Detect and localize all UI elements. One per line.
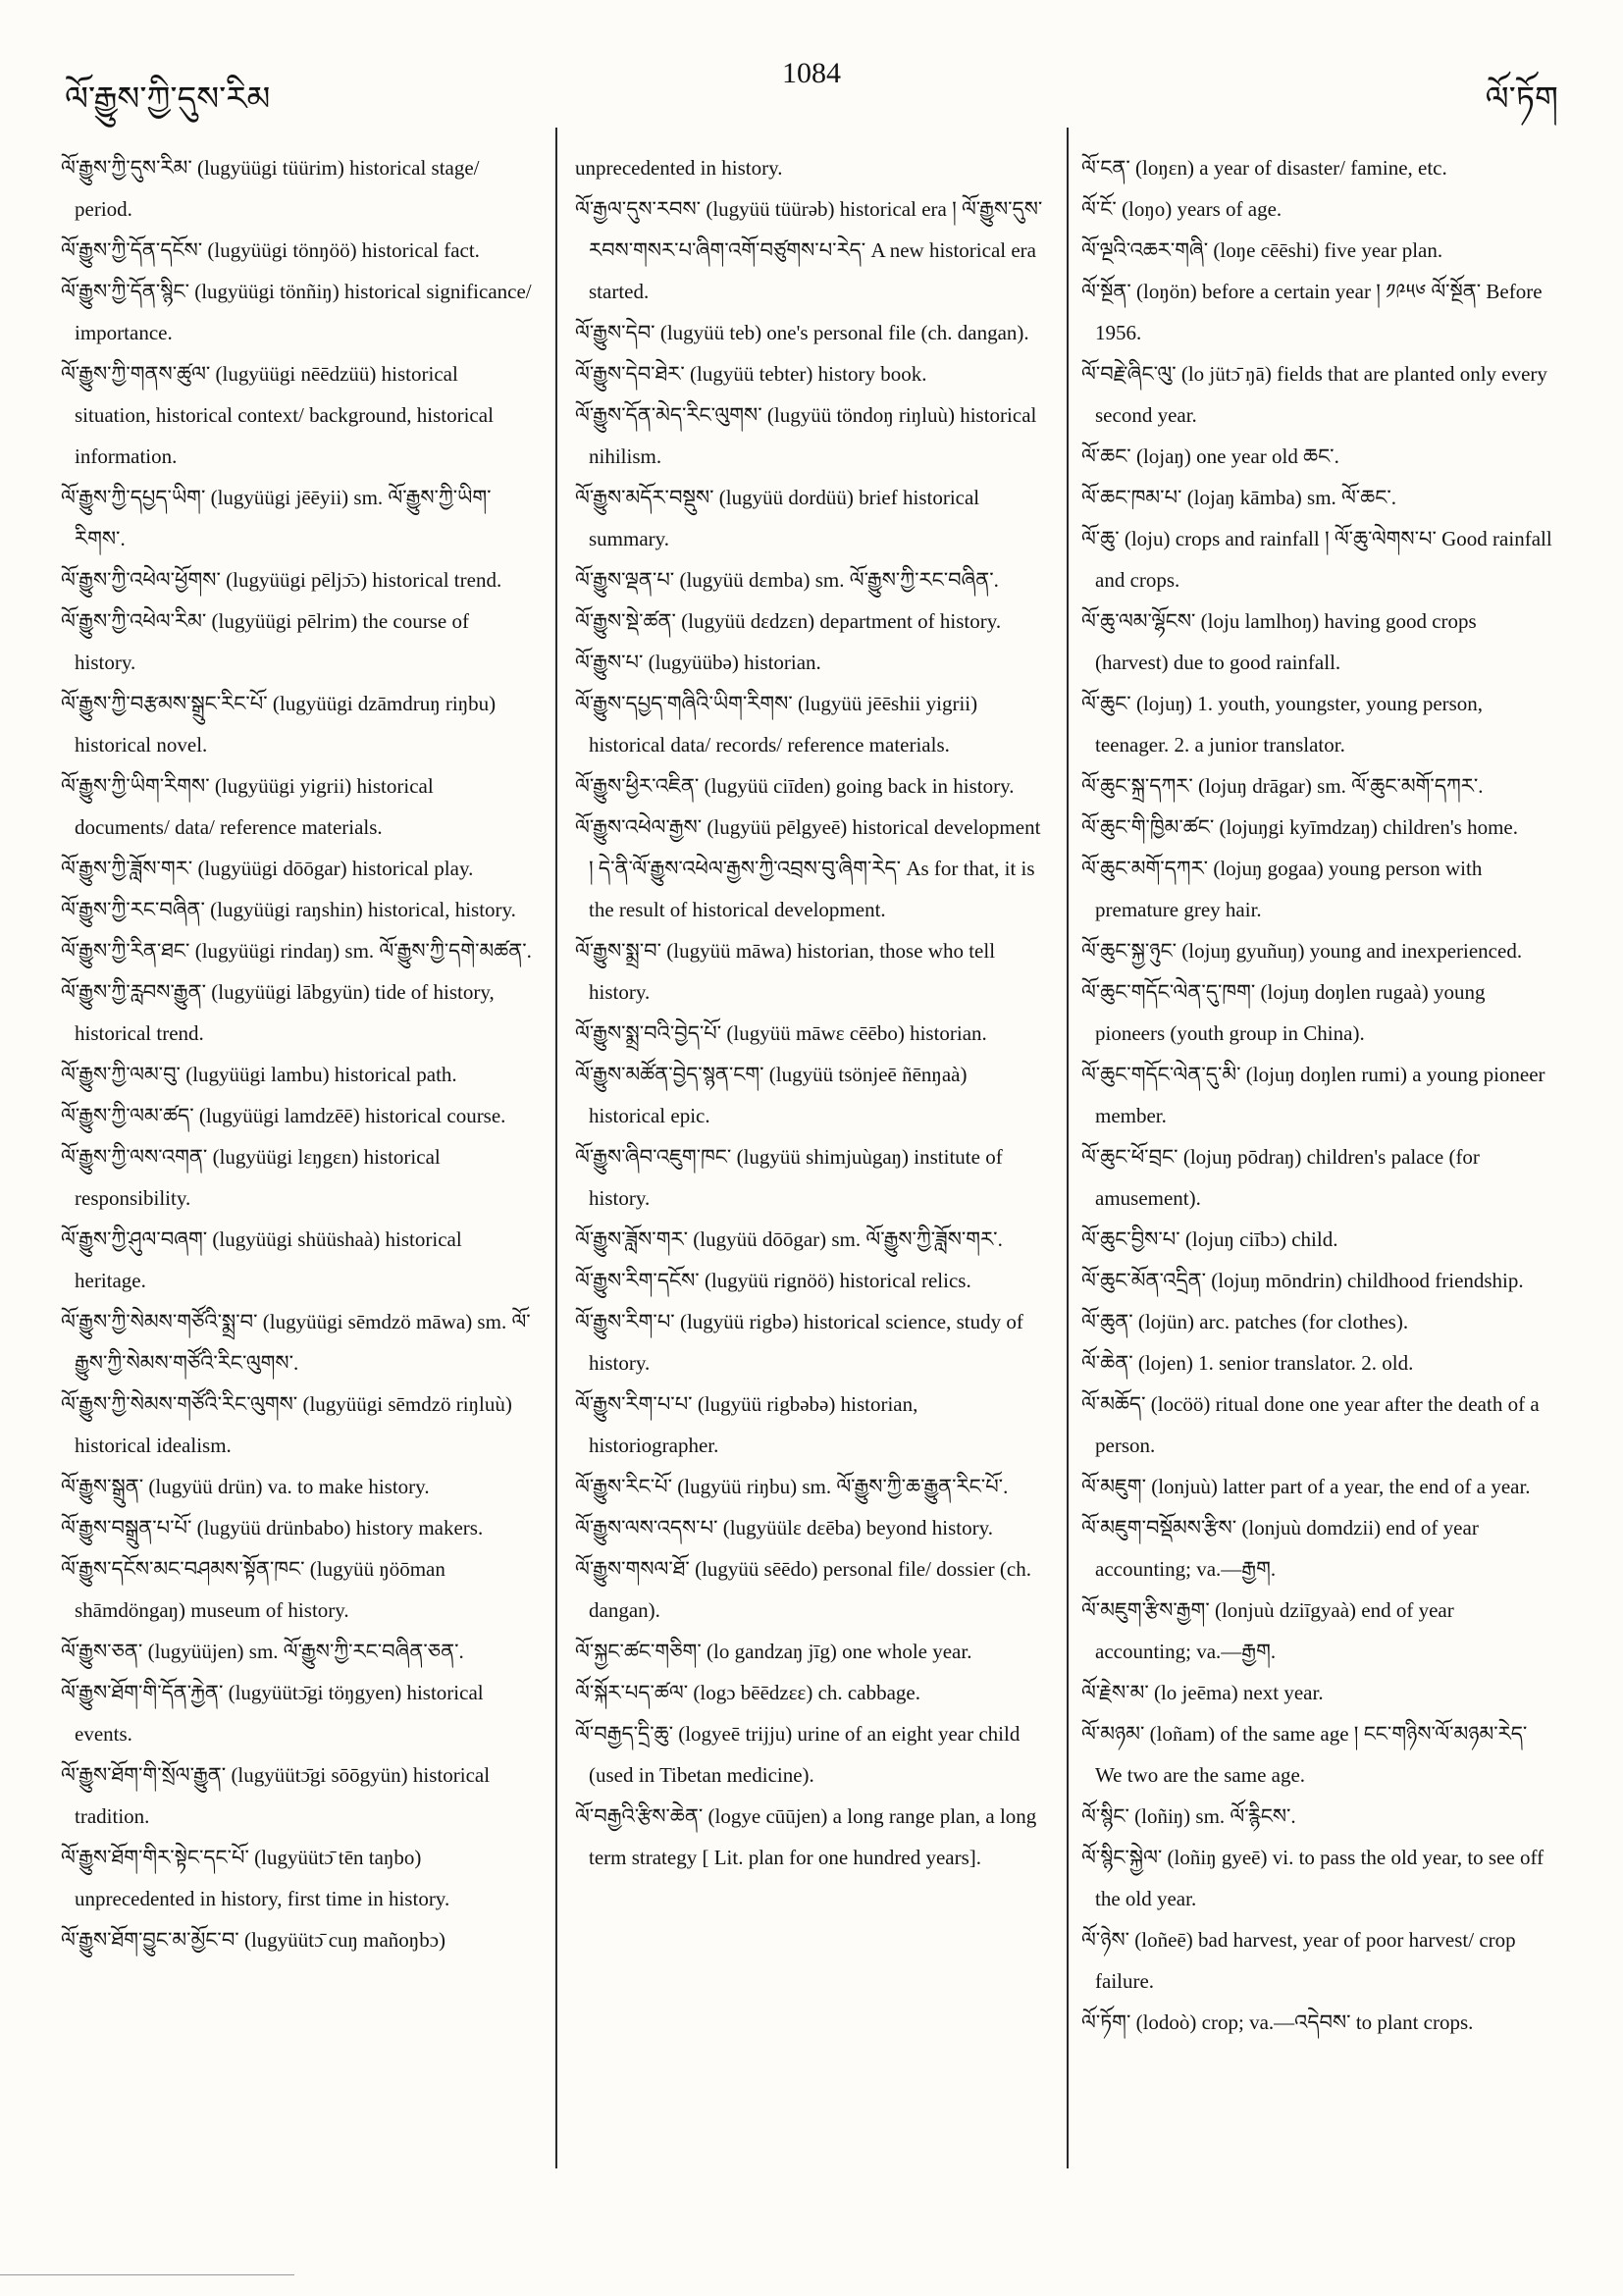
dictionary-entry: ལོ་རྒྱུས་རིག་པ་པ་ (lugyüü rigbəbə) historian, historiographer. [575,1392,918,1457]
running-head-left: ལོ་རྒྱུས་ཀྱི་དུས་རིམ [65,79,271,119]
dictionary-entry: ལོ་རྒྱུས་ལས་འདས་པ་ (lugyüülɛ dɛēba) beyond history. [575,1516,994,1539]
dictionary-entry: ལོ་ཆང་ (lojaŋ) one year old ཆང་. [1081,444,1339,468]
dictionary-entry: ལོ་རྒྱུས་ཀྱི་གནས་ཚུལ་ (lugyüügi nēēdzüü) historical situation, historical context/ background, historical information. [61,362,494,468]
dictionary-entry: ལོ་རྒྱུས་སྨྲ་བའི་བྱེད་པོ་ (lugyüü māwɛ cēēbo) historian. [575,1021,987,1045]
dictionary-entry: unprecedented in history. [575,156,783,180]
dictionary-entry: ལོ་རྒྱུས་དེབ་ (lugyüü teb) one's personal file (ch. dangan). [575,321,1029,344]
dictionary-entry: ལོ་རྒྱུས་ལྡན་པ་ (lugyüü dɛmba) sm. ལོ་རྒྱུས་ཀྱི་རང་བཞིན་. [575,568,999,592]
dictionary-entry: ལོ་རྒྱུས་འཕེལ་རྒྱས་ (lugyüü pēlgyeē) historical development ། དེ་ནི་ལོ་རྒྱུས་འཕེལ་རྒྱས་ཀྱི་འབྲས་བུ་ཞིག་རེད་ As for that, it is the result of historical development. [575,815,1041,921]
dictionary-entry: ལོ་རྒྱུས་ཀྱི་ལམ་བུ་ (lugyüügi lambu) historical path. [61,1063,457,1086]
dictionary-entry: ལོ་སྔོན་ (loŋön) before a certain year ། ༡༩༥༦ ལོ་སྔོན་ Before 1956. [1081,280,1543,344]
dictionary-entry: ལོ་ཆུང་བྱིས་པ་ (lojuŋ ciībɔ) child. [1081,1227,1338,1251]
footer-rule [0,2274,294,2275]
dictionary-entry: ལོ་རྒྱུས་ཀྱི་ཡིག་རིགས་ (lugyüügi yigrii) historical documents/ data/ reference materials. [61,774,434,839]
dictionary-entry: ལོ་རྒྱུས་ཐོག་གིར་སྟེང་དང་པོ་ (lugyüütɔ̄ tēn taŋbo) unprecedented in history, first time in history. [61,1846,450,1910]
dictionary-entry: ལོ་ཆང་ཁམ་པ་ (lojaŋ kāmba) sm. ལོ་ཆང་. [1081,486,1396,509]
dictionary-entry: ལོ་ཆུང་གི་ཁྱིམ་ཚང་ (lojuŋgi kyīmdzaŋ) children's home. [1081,815,1518,839]
dictionary-entry: ལོ་རྒྱུས་ཀྱི་ལས་འགན་ (lugyüügi lɛŋgɛn) historical responsibility. [61,1145,441,1210]
dictionary-entry: ལོ་ཆུང་གདོང་ལེན་དུ་མི་ (lojuŋ doŋlen rumi) a young pioneer member. [1081,1063,1545,1127]
dictionary-entry: ལོ་ཆུང་མོན་འདྲིན་ (lojuŋ mōndrin) childhood friendship. [1081,1269,1524,1292]
dictionary-entry: ལོ་རྒྱུས་རིང་པོ་ (lugyüü riŋbu) sm. ལོ་རྒྱུས་ཀྱི་ཆ་རྒྱུན་རིང་པོ་. [575,1475,1009,1498]
dictionary-entry: ལོ་རྗེས་མ་ (lo jeēma) next year. [1081,1681,1324,1704]
dictionary-entry: ལོ་རྒྱུས་ཀྱི་རིན་ཐང་ (lugyüügi rindaŋ) sm. ལོ་རྒྱུས་ཀྱི་དགེ་མཚན་. [61,939,532,963]
dictionary-entry: ལོ་རྒྱུས་ཅན་ (lugyüüjen) sm. ལོ་རྒྱུས་ཀྱི་རང་བཞིན་ཅན་. [61,1640,464,1663]
dictionary-entry: ལོ་ངན་ (loŋɛn) a year of disaster/ famine, etc. [1081,156,1447,180]
dictionary-entry: ལོ་རྒྱུས་བསྒྲུན་པ་པོ་ (lugyüü drünbabo) history makers. [61,1516,484,1539]
dictionary-entry: ལོ་ཆུང་གདོང་ལེན་དུ་ཁག་ (lojuŋ doŋlen rugaà) young pioneers (youth group in China). [1081,980,1486,1045]
dictionary-entry: ལོ་རྒྱུས་ཀྱི་དོན་སྙིང་ (lugyüügi tönñiŋ) historical significance/ importance. [61,280,532,344]
dictionary-entry: ལོ་མཇུག་རྩིས་རྒྱག་ (lonjuù dziīgyaà) end of year accounting; va.—རྒྱག. [1081,1598,1454,1663]
dictionary-entry: ལོ་རྒྱུས་ཀྱི་རང་བཞིན་ (lugyüügi raŋshin) historical, history. [61,898,516,921]
dictionary-entry: ལོ་ཉེས་ (loñeē) bad harvest, year of poor harvest/ crop failure. [1081,1928,1516,1993]
dictionary-entry: ལོ་རྒྱུས་ཀྱི་འཕེལ་རིམ་ (lugyüügi pēlrim) the course of history. [61,609,469,674]
column-3 [1081,147,1552,2043]
dictionary-entry: ལོ་རྒྱུས་མདོར་བསྡུས་ (lugyüü dordüü) brief historical summary. [575,486,980,550]
column-divider-2 [1067,128,1069,2168]
dictionary-entry: ལོ་རྒྱུས་སྡེ་ཚན་ (lugyüü dɛdzɛn) department of history. [575,609,1002,633]
dictionary-entry: ལོ་ཆུང་མགོ་དཀར་ (lojuŋ gogaa) young person with premature grey hair. [1081,857,1483,921]
dictionary-entry: ལོ་སྙིང་ (loñiŋ) sm. ལོ་རྙིངས་. [1081,1804,1296,1828]
dictionary-entry: ལོ་ཏོག་ (lodoò) crop; va.—འདེབས་ to plant crops. [1081,2010,1474,2034]
dictionary-entry: ལོ་ཆུང་ (lojuŋ) 1. youth, youngster, young person, teenager. 2. a junior translator. [1081,692,1484,757]
dictionary-entry: ལོ་ངོ་ (loŋo) years of age. [1081,197,1283,221]
page-number: 1084 [782,57,841,89]
dictionary-entry: ལོ་མཇུག་བསྡོམས་རྩིས་ (lonjuù domdzii) end of year accounting; va.—རྒྱག. [1081,1516,1479,1581]
dictionary-entry: ལོ་རྒྱུས་པ་ (lugyüübə) historian. [575,651,821,674]
dictionary-entry: ལོ་བརྒྱའི་རྩིས་ཆེན་ (logye cūūjen) a long range plan, a long term strategy [ Lit. plan for one hundred years]. [575,1804,1037,1869]
running-head-right: ལོ་ཏོག [1485,79,1558,119]
dictionary-entry: ལོ་བརྗེ་ཞིང་ལུ་ (lo jütɔ̄ ŋā) fields that are planted only every second year. [1081,362,1547,427]
dictionary-entry: ལོ་ལྔའི་འཆར་གཞི་ (loŋe cēēshi) five year plan. [1081,238,1443,262]
dictionary-entry: ལོ་རྒྱུས་གསལ་ཐོ་ (lugyüü sēēdo) personal file/ dossier (ch. dangan). [575,1557,1031,1622]
dictionary-entry: ལོ་ཆུང་སྐྲ་དཀར་ (lojuŋ drāgar) sm. ལོ་ཆུང་མགོ་དཀར་. [1081,774,1484,798]
dictionary-entry: ལོ་རྒྱལ་དུས་རབས་ (lugyüü tüürəb) historical era ། ལོ་རྒྱུས་དུས་རབས་གསར་པ་ཞིག་འགོ་བཙུགས་པ་རེད་ A new historical era started. [575,197,1043,303]
dictionary-entry: ལོ་མཆོད་ (locöö) ritual done one year after the death of a person. [1081,1392,1540,1457]
dictionary-entry: ལོ་རྒྱུས་ཟློས་གར་ (lugyüü dōōgar) sm. ལོ་རྒྱུས་ཀྱི་ཟློས་གར་. [575,1227,1003,1251]
dictionary-entry: ལོ་རྒྱུས་ཀྱི་སེམས་གཙོའི་རིང་ལུགས་ (lugyüügi sēmdzö riŋluù) historical idealism. [61,1392,512,1457]
dictionary-entry: ལོ་སྐོར་པད་ཚལ་ (logɔ bēēdzɛɛ) ch. cabbage. [575,1681,920,1704]
dictionary-entry: ལོ་རྒྱུས་དཔྱད་གཞིའི་ཡིག་རིགས་ (lugyüü jēēshii yigrii) historical data/ records/ reference materials. [575,692,978,757]
dictionary-entry: ལོ་རྒྱུས་ཀྱི་དཔྱད་ཡིག་ (lugyüügi jēēyii) sm. ལོ་རྒྱུས་ཀྱི་ཡིག་རིགས་. [61,486,492,550]
dictionary-entry: ལོ་རྒྱུས་མཚོན་བྱེད་སྙན་ངག་ (lugyüü tsönjeē ñēnŋaà) historical epic. [575,1063,968,1127]
dictionary-entry: ལོ་རྒྱུས་ཀྱི་ཤུལ་བཞག་ (lugyüügi shüüshaà) historical heritage. [61,1227,462,1292]
dictionary-entry: ལོ་རྒྱུས་ཀྱི་ལམ་ཚད་ (lugyüügi lamdzēē) historical course. [61,1104,506,1127]
dictionary-entry: ལོ་རྒྱུས་ཕྱིར་འཇིན་ (lugyüü ciīden) going back in history. [575,774,1015,798]
dictionary-entry: ལོ་སྐྱང་ཚང་གཅིག་ (lo gandzaŋ jīg) one whole year. [575,1640,972,1663]
dictionary-entry: ལོ་ཆུང་ཕོ་བྲང་ (lojuŋ pōdraŋ) children's palace (for amusement). [1081,1145,1480,1210]
dictionary-entry: ལོ་རྒྱུས་ཀྱི་ཟློས་གར་ (lugyüügi dōōgar) historical play. [61,857,474,880]
dictionary-entry: ལོ་ཆེན་ (lojen) 1. senior translator. 2. old. [1081,1351,1414,1375]
dictionary-entry: ལོ་རྒྱུས་ཀྱི་འཕེལ་ཕྱོགས་ (lugyüügi pēljɔ̄ɔ) historical trend. [61,568,502,592]
dictionary-entry: ལོ་རྒྱུས་དངོས་མང་བཤམས་སྟོན་ཁང་ (lugyüü ŋöōman shāmdöngaŋ) museum of history. [61,1557,445,1622]
dictionary-entry: ལོ་རྒྱུས་ཞིབ་འཇུག་ཁང་ (lugyüü shimjuùgaŋ) institute of history. [575,1145,1003,1210]
dictionary-entry: ལོ་རྒྱུས་དོན་མེད་རིང་ལུགས་ (lugyüü töndoŋ riŋluù) historical nihilism. [575,403,1037,468]
dictionary-entry: ལོ་ཆུ་ལམ་ལྷོངས་ (loju lamlhoŋ) having good crops (harvest) due to good rainfall. [1081,609,1477,674]
dictionary-entry: ལོ་རྒྱུས་ཀྱི་དུས་རིམ་ (lugyüügi tüürim) historical stage/ period. [61,156,480,221]
dictionary-entry: ལོ་རྒྱུས་ཐོག་བྱུང་མ་མྱོང་བ་ (lugyüütɔ̄ cuŋ mañoŋbɔ) [61,1928,446,1952]
dictionary-entry: ལོ་རྒྱུས་སྒྲུན་ (lugyüü drün) va. to make history. [61,1475,430,1498]
dictionary-entry: ལོ་རྒྱུས་སྨྲ་བ་ (lugyüü māwa) historian, those who tell history. [575,939,996,1004]
dictionary-entry: ལོ་རྒྱུས་ཀྱི་བརྩམས་སྒྲུང་རིང་པོ་ (lugyüügi dzāmdruŋ riŋbu) historical novel. [61,692,497,757]
column-divider-1 [555,128,557,2168]
dictionary-entry: ལོ་རྒྱུས་ཐོག་གི་དོན་རྐྱེན་ (lugyüütɔ̄gi töŋgyen) historical events. [61,1681,484,1746]
dictionary-entry: ལོ་རྒྱུས་ཀྱི་དོན་དངོས་ (lugyüügi tönŋöö) historical fact. [61,238,480,262]
dictionary-entry: ལོ་རྒྱུས་ཀྱི་སེམས་གཙོའི་སྨྲ་བ་ (lugyüügi sēmdzö māwa) sm. ལོ་རྒྱུས་ཀྱི་སེམས་གཙོའི་རིང་ལུགས་. [61,1310,531,1375]
column-2 [575,147,1046,1878]
dictionary-entry: ལོ་ཆུ་ (loju) crops and rainfall ། ལོ་ཆུ་ལེགས་པ་ Good rainfall and crops. [1081,527,1552,592]
dictionary-entry: ལོ་བརྒྱད་དྲི་ཆུ་ (logyeē trijju) urine of an eight year child (used in Tibetan medicine). [575,1722,1021,1787]
dictionary-entry: ལོ་ཆུན་ (lojün) arc. patches (for clothes). [1081,1310,1409,1333]
dictionary-entry: ལོ་ཆུང་སྐྱ་ཉུང་ (lojuŋ gyuñuŋ) young and inexperienced. [1081,939,1523,963]
dictionary-entry: ལོ་རྒྱུས་ཀྱི་རླབས་རྒྱུན་ (lugyüügi lābgyün) tide of history, historical trend. [61,980,495,1045]
dictionary-entry: ལོ་རྒྱུས་དེབ་ཐེར་ (lugyüü tebter) history book. [575,362,927,386]
dictionary-entry: ལོ་རྒྱུས་ཐོག་གི་སྲོལ་རྒྱུན་ (lugyüütɔ̄gi sōōgyün) historical tradition. [61,1763,491,1828]
dictionary-entry: ལོ་མཉམ་ (loñam) of the same age ། ངང་གཉིས་ལོ་མཉམ་རེད་ We two are the same age. [1081,1722,1528,1787]
dictionary-entry: ལོ་རྒྱུས་རིག་པ་ (lugyüü rigbə) historical science, study of history. [575,1310,1023,1375]
dictionary-entry: ལོ་རྒྱུས་རིག་དངོས་ (lugyüü rignöö) historical relics. [575,1269,971,1292]
dictionary-entry: ལོ་མཇུག་ (lonjuù) latter part of a year, the end of a year. [1081,1475,1531,1498]
column-1 [61,147,532,1960]
dictionary-entry: ལོ་སྙིང་སྐྱེལ་ (loñiŋ gyeē) vi. to pass the old year, to see off the old year. [1081,1846,1544,1910]
